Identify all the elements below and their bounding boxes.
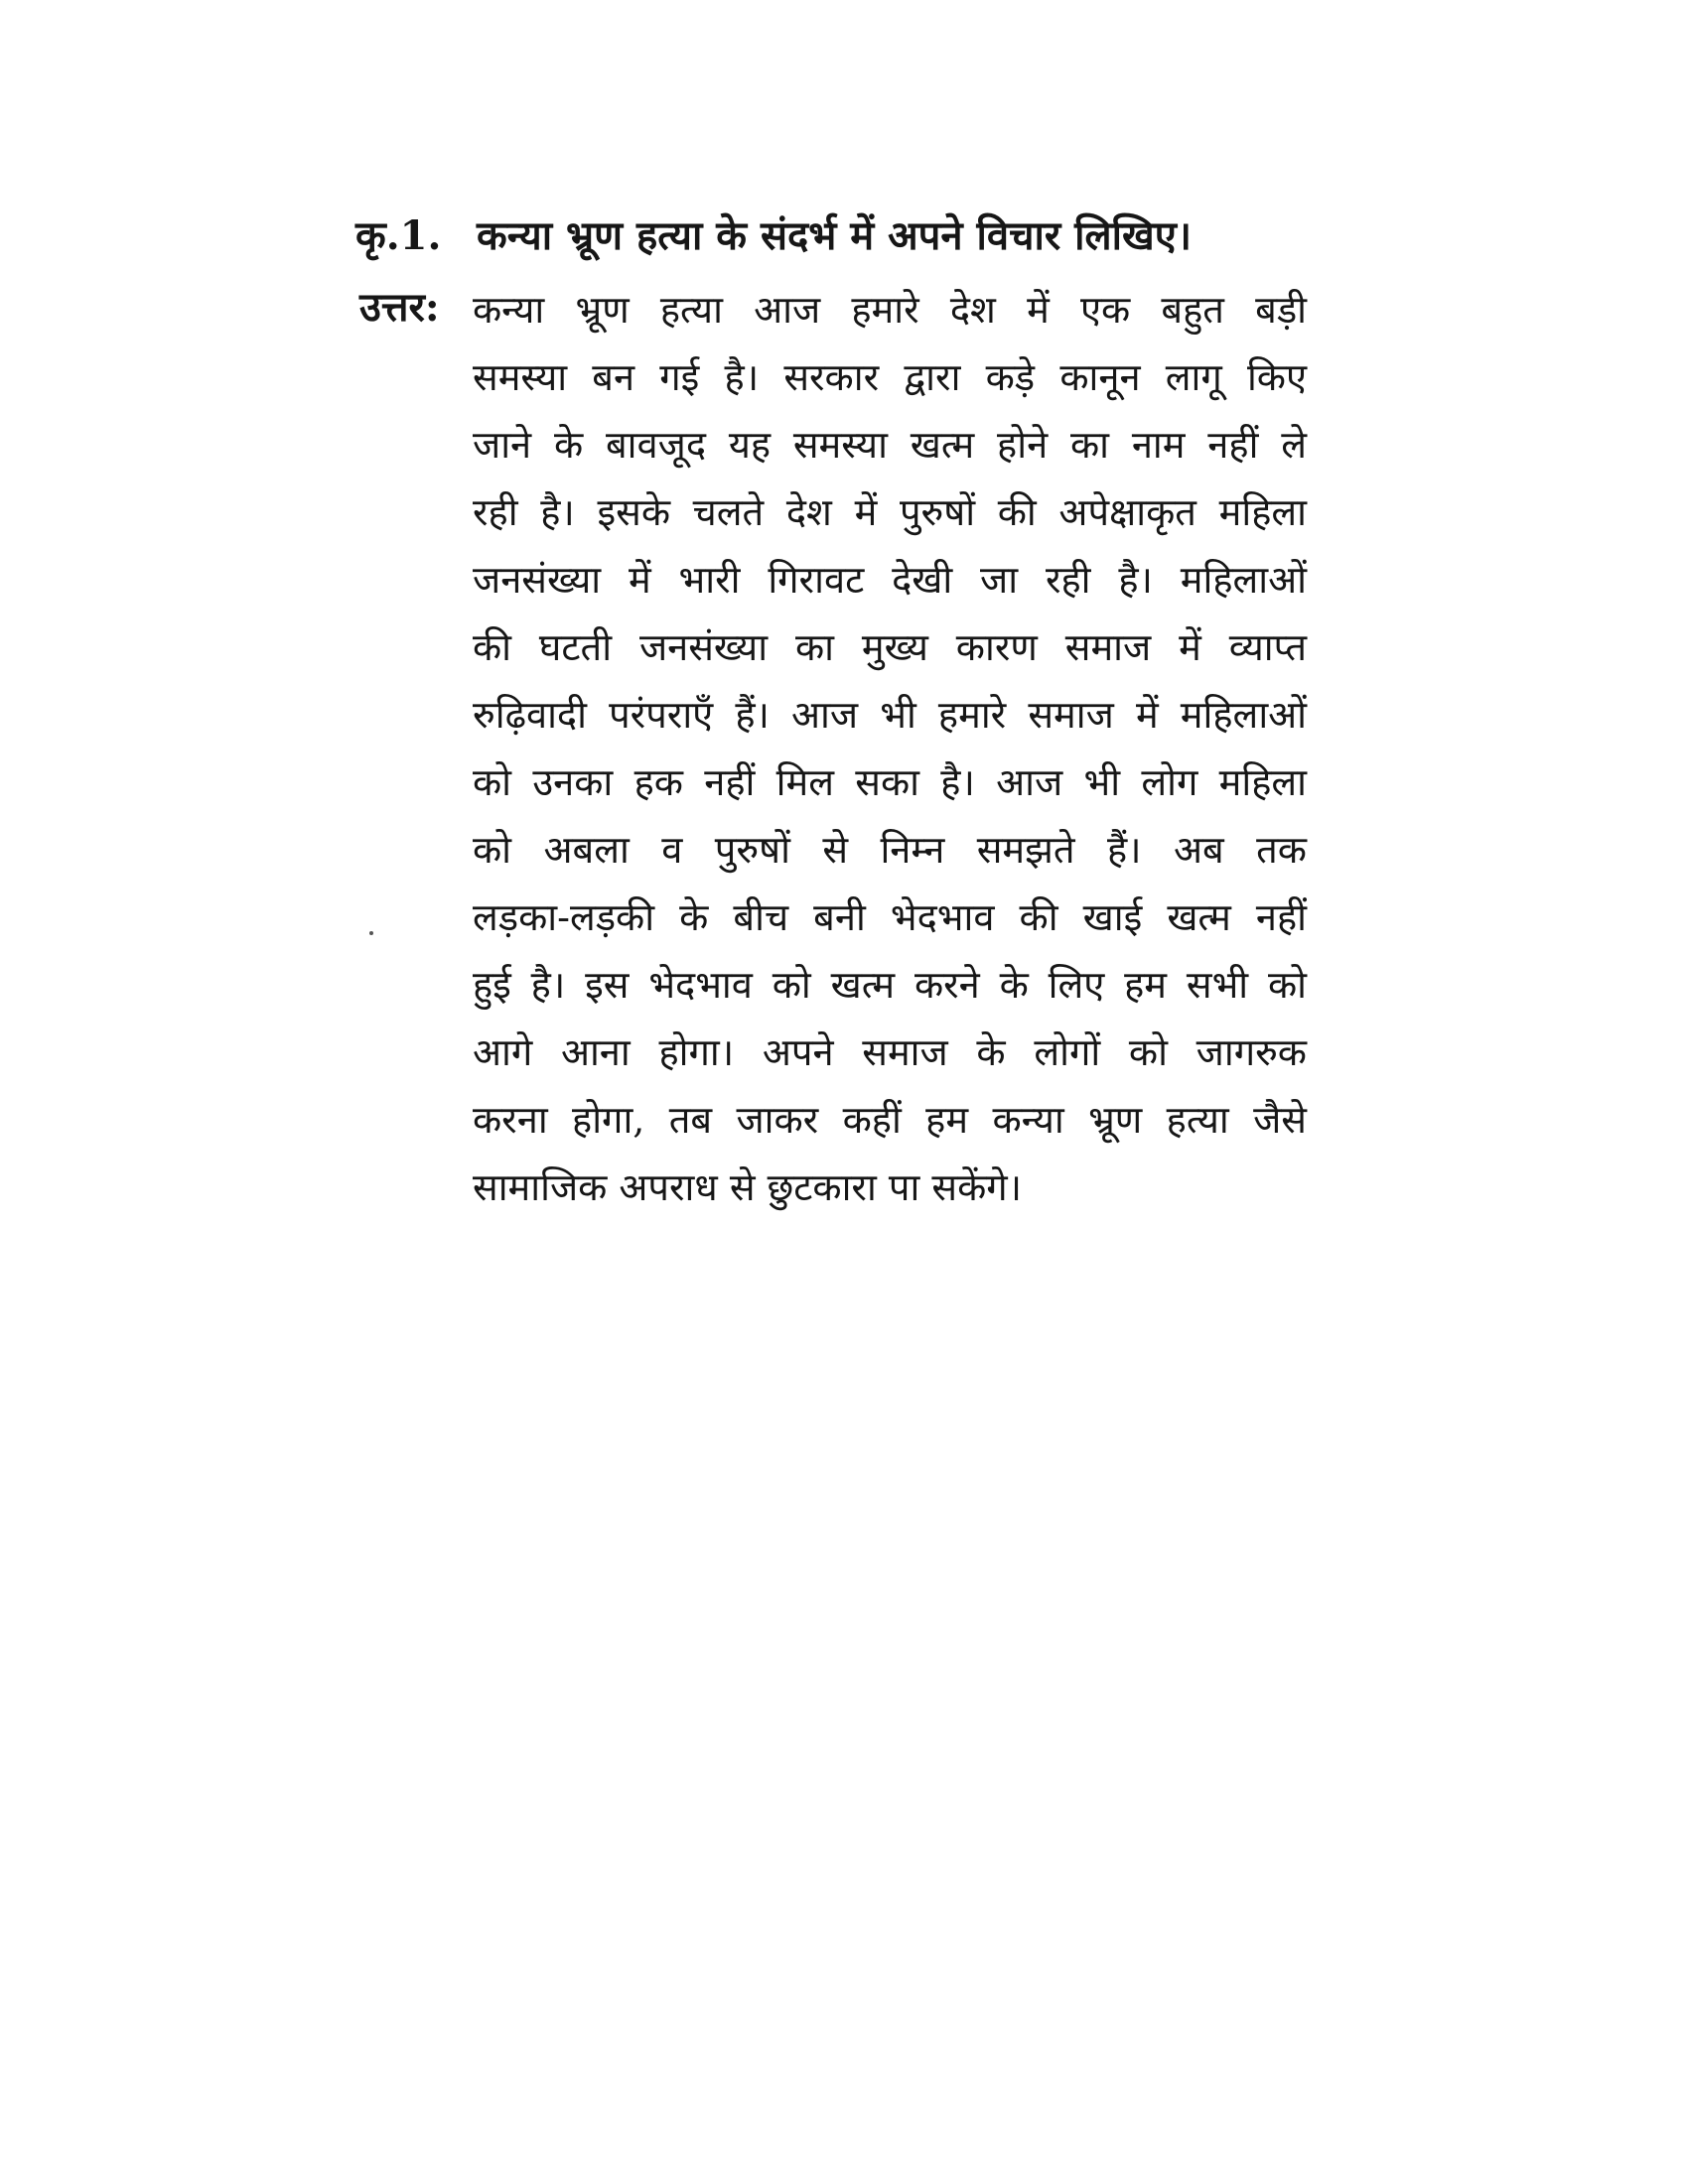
question-text: कन्या भ्रूण हत्या के संदर्भ में अपने विचार लिखिए।	[477, 212, 1193, 259]
answer-line: जनसंख्या में भारी गिरावट देखी जा रही है। महिलाओं	[473, 558, 1307, 602]
answer-line: को अबला व पुरुषों से निम्न समझते हैं। अब तक	[473, 828, 1307, 872]
answer-line: रही है। इसके चलते देश में पुरुषों की अपेक्षाकृत महिला	[473, 490, 1307, 534]
answer-line: समस्या बन गई है। सरकार द्वारा कड़े कानून लागू किए	[473, 355, 1307, 399]
answer-line: आगे आना होगा। अपने समाज के लोगों को जागरुक	[473, 1030, 1307, 1074]
answer-line: सामाजिक अपराध से छुटकारा पा सकेंगे।	[473, 1165, 1023, 1209]
answer-line: जाने के बावजूद यह समस्या खत्म होने का नाम नहीं ले	[473, 423, 1307, 467]
answer-line: करना होगा, तब जाकर कहीं हम कन्या भ्रूण हत्या जैसे	[473, 1098, 1307, 1142]
answer-line: को उनका हक नहीं मिल सका है। आज भी लोग महिला	[473, 760, 1307, 804]
answer-line: की घटती जनसंख्या का मुख्य कारण समाज में व्याप्त	[473, 625, 1307, 669]
answer-line: रुढ़िवादी परंपराएँ हैं। आज भी हमारे समाज में महिलाओं	[473, 693, 1307, 737]
question	[355, 206, 1309, 276]
answer-label: उत्तर:	[359, 284, 440, 331]
answer-line: लड़का-लड़की के बीच बनी भेदभाव की खाई खत्म नहीं	[473, 895, 1307, 939]
scan-speck	[369, 931, 373, 935]
answer-line: कन्या भ्रूण हत्या आज हमारे देश में एक बहुत बड़ी	[473, 288, 1307, 332]
question-number: कृ.1.	[355, 212, 442, 259]
answer-body	[473, 280, 1307, 1225]
answer-line: हुई है। इस भेदभाव को खत्म करने के लिए हम सभी को	[473, 963, 1307, 1007]
